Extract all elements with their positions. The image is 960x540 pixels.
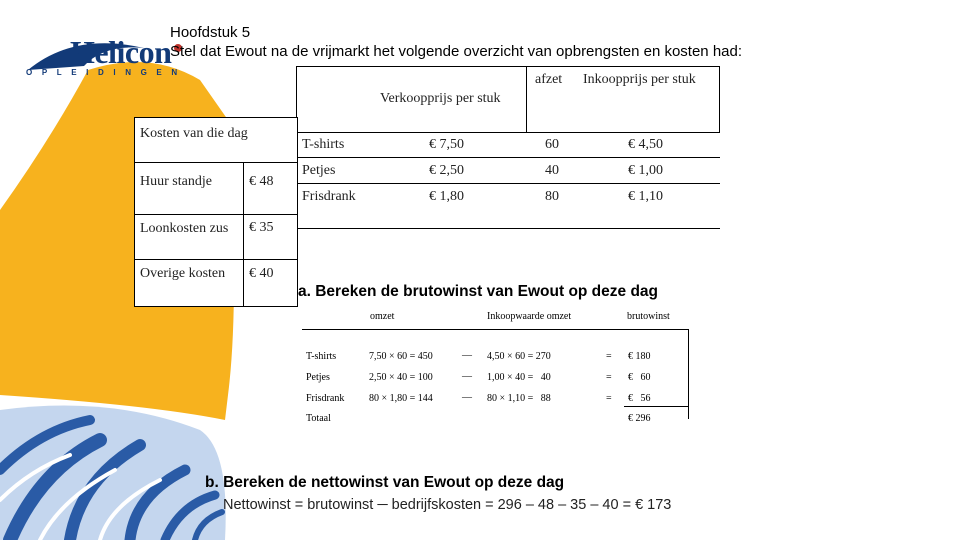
header-divider — [526, 67, 527, 132]
calc-product: T-shirts — [306, 351, 337, 362]
calc-omzet: 7,50 × 60 = 450 — [369, 351, 433, 362]
question-b: b. Bereken de nettowinst van Ewout op deze dag — [205, 474, 565, 491]
flower-decoration — [0, 406, 226, 540]
equals-sign: = — [606, 393, 612, 404]
col-brutowinst: brutowinst — [627, 311, 670, 322]
cost-label: Overige kosten — [140, 266, 226, 281]
cost-row-divider — [135, 214, 297, 215]
afzet-value: 80 — [545, 189, 559, 204]
verkoopprijs-value: € 1,80 — [429, 189, 464, 204]
cost-row-divider — [135, 162, 297, 163]
col-afzet: afzet — [535, 72, 563, 87]
logo-tagline: OPLEIDINGEN — [26, 68, 187, 77]
verkoopprijs-value: € 2,50 — [429, 163, 464, 178]
nettowinst-answer: Nettowinst = brutowinst ─ bedrijfskosten = 296 – 48 – 35 – 40 = € 173 — [223, 497, 672, 513]
total-line — [624, 406, 688, 407]
product-name: Frisdrank — [302, 189, 356, 204]
minus-sign: — — [462, 371, 472, 382]
calc-product: Frisdrank — [306, 393, 345, 404]
afzet-value: 40 — [545, 163, 559, 178]
question-a: a. Bereken de brutowinst van Ewout op deze dag — [298, 283, 659, 300]
cost-col-divider — [243, 162, 244, 306]
calc-omzet: 2,50 × 40 = 100 — [369, 372, 433, 383]
inkoopprijs-value: € 4,50 — [628, 137, 663, 152]
header-line — [302, 329, 688, 330]
cost-label: Huur standje — [140, 174, 212, 189]
cost-table-header: Kosten van die dag — [140, 126, 248, 141]
inkoopprijs-value: € 1,00 — [628, 163, 663, 178]
total-label: Totaal — [306, 413, 331, 424]
row-divider-1 — [297, 157, 720, 158]
minus-sign: — — [462, 392, 472, 403]
col-inkoopprijs: Inkoopprijs per stuk — [583, 72, 696, 87]
cost-row-divider — [135, 259, 297, 260]
cost-value: € 48 — [249, 174, 274, 189]
col-verkoopprijs: Verkoopprijs per stuk — [380, 91, 501, 106]
logo-brand-text: Helicon — [70, 34, 172, 70]
col-omzet: omzet — [370, 311, 395, 322]
chapter-title: Hoofdstuk 5 — [170, 24, 251, 41]
calc-bruto: € 56 — [628, 393, 651, 404]
calc-product: Petjes — [306, 372, 330, 383]
minus-sign: — — [462, 350, 472, 361]
cost-value: € 35 — [249, 220, 274, 235]
calc-bruto: € 60 — [628, 372, 651, 383]
brutowinst-calculation — [302, 307, 690, 424]
intro-text: Stel dat Ewout na de vrijmarkt het volgende overzicht van opbrengsten en kosten had: — [170, 43, 743, 60]
calc-bruto: € 180 — [628, 351, 651, 362]
cost-table — [134, 117, 298, 307]
afzet-value: 60 — [545, 137, 559, 152]
row-divider-2 — [297, 183, 720, 184]
calc-inkoop: 1,00 × 40 = 40 — [487, 372, 551, 383]
equals-sign: = — [606, 372, 612, 383]
total-value: € 296 — [628, 413, 651, 424]
verkoopprijs-value: € 7,50 — [429, 137, 464, 152]
product-name: Petjes — [302, 163, 336, 178]
inkoopprijs-value: € 1,10 — [628, 189, 663, 204]
calc-inkoop: 80 × 1,10 = 88 — [487, 393, 551, 404]
calc-inkoop: 4,50 × 60 = 270 — [487, 351, 551, 362]
cost-value: € 40 — [249, 266, 274, 281]
sales-table-body — [296, 131, 720, 229]
product-name: T-shirts — [302, 137, 345, 152]
equals-sign: = — [606, 351, 612, 362]
sales-table-header — [296, 66, 720, 133]
col-inkoopwaarde: Inkoopwaarde omzet — [487, 311, 572, 322]
cost-label: Loonkosten zus — [140, 221, 229, 236]
calc-omzet: 80 × 1,80 = 144 — [369, 393, 433, 404]
right-border-line — [688, 329, 689, 419]
